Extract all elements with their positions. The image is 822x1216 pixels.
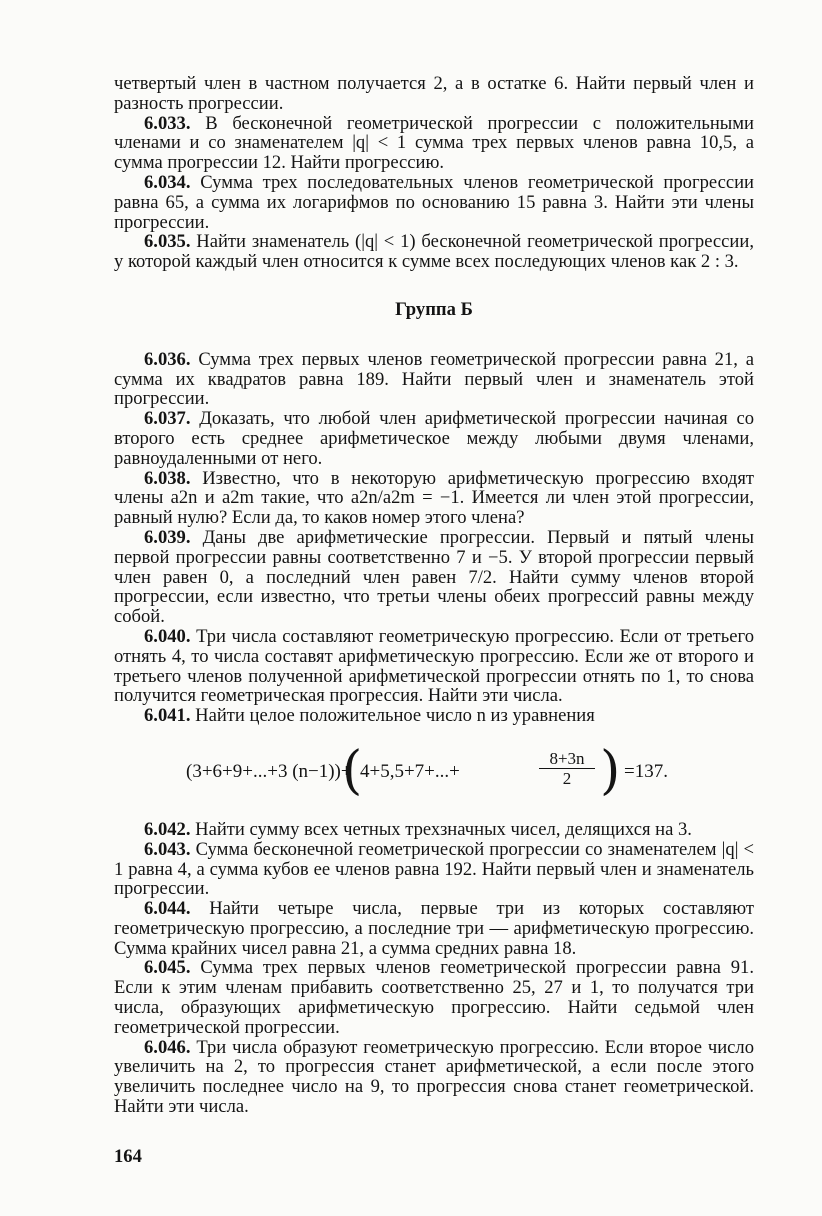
problem-number: 6.038.: [144, 467, 191, 489]
problem-number: 6.034.: [144, 171, 191, 193]
page-text: [114, 74, 754, 1117]
problem-6-042: [114, 820, 754, 840]
problem-text: Найти сумму всех четных трехзначных чисел, делящихся на 3.: [195, 818, 692, 840]
problem-number: 6.035.: [144, 231, 191, 253]
paragraph-continuation: [114, 74, 754, 114]
problem-text: Сумма бесконечной геометрической прогрессии со знаменателем |q| < 1 равна 4, а сумма кубов ее членов равна 192. Найти первый член и знаменатель прогрессии.: [114, 838, 754, 900]
left-paren-glyph: (: [342, 740, 363, 801]
problem-6-041: [114, 706, 754, 726]
problem-number: 6.046.: [144, 1036, 191, 1058]
problem-text: Найти четыре числа, первые три из которых составляют геометрическую прогрессию, а последние три — арифметическую прогрессию. Сумма крайних чисел равна 21, а сумма средних равна 18.: [114, 898, 754, 959]
problem-number: 6.036.: [144, 348, 191, 370]
problem-text: Сумма трех первых членов геометрической прогрессии равна 91. Если к этим членам прибавить соответственно 25, 27 и 1, то получатся три числа, образующих арифметическую прогрессию. Найти седьмой член геометрической прогрессии.: [114, 957, 754, 1038]
problem-6-034: [114, 173, 754, 232]
problem-text: Три числа составляют геометрическую прогрессию. Если от третьего отнять 4, то числа составят арифметическую прогрессию. Если же от второго и третьего членов полученной арифметической прогрессии отнять по 1, то снова получится геометрическая прогрессия. Найти эти числа.: [114, 625, 754, 707]
text-line: четвертый член в частном получается 2, а в остатке 6. Найти первый член и разность прогрессии.: [114, 73, 754, 114]
problem-6-044: [114, 899, 754, 958]
problem-6-046: [114, 1038, 754, 1117]
section-heading: Группа Б: [395, 298, 473, 320]
problem-text: Известно, что в некоторую арифметическую прогрессию входят члены a2n и a2m такие, что a2n/a2m = −1. Имеется ли член этой прогрессии, равный нулю? Если да, то каков номер этого члена?: [114, 467, 754, 529]
problem-text: Найти целое положительное число n из уравнения: [195, 705, 595, 727]
problem-6-036: [114, 350, 754, 409]
problem-number: 6.044.: [144, 898, 191, 920]
equation-fraction: [539, 749, 595, 789]
page-number: 164: [114, 1146, 142, 1167]
problem-number: 6.042.: [144, 818, 191, 840]
problem-text: Сумма трех первых членов геометрической прогрессии равна 21, а сумма их квадратов равна 189. Найти первый член и знаменатель этой прогрессии.: [114, 348, 754, 410]
problem-number: 6.033.: [144, 112, 191, 134]
problem-6-038: [114, 469, 754, 528]
problem-number: 6.043.: [144, 838, 191, 860]
problem-number: 6.040.: [144, 625, 191, 647]
equation-left: (3+6+9+...+3 (n−1))+: [186, 760, 352, 782]
problem-6-039: [114, 528, 754, 627]
problem-text: Сумма трех последовательных членов геометрической прогрессии равна 65, а сумма их логарифмов по основанию 15 равна 3. Найти эти члены прогрессии.: [114, 171, 754, 233]
right-paren-glyph: ): [600, 740, 621, 801]
problem-6-035: [114, 232, 754, 272]
problem-6-033: [114, 114, 754, 173]
equation-result: =137.: [624, 760, 668, 782]
problem-number: 6.045.: [144, 957, 191, 979]
problem-6-043: [114, 840, 754, 899]
problem-number: 6.039.: [144, 526, 191, 548]
problem-6-037: [114, 409, 754, 468]
equation-middle: 4+5,5+7+...+: [360, 760, 460, 782]
equation: [114, 740, 754, 801]
fraction-numerator: 8+3n: [539, 749, 595, 769]
problem-number: 6.041.: [144, 705, 191, 727]
fraction-denominator: 2: [562, 768, 572, 788]
problem-text: Найти знаменатель (|q| < 1) бесконечной геометрической прогрессии, у которой каждый член относится к сумме всех последующих членов как 2 : 3.: [114, 231, 754, 273]
problem-text: Доказать, что любой член арифметической прогрессии начиная со второго есть среднее арифметическое между любыми двумя членами, равноудаленными от него.: [114, 408, 754, 469]
problem-text: Даны две арифметические прогрессии. Первый и пятый члены первой прогрессии равны соответственно 7 и −5. У второй прогрессии первый член равен 0, а последний член равен 7/2. Найти сумму членов второй прогрессии, если известно, что третьи члены обеих прогрессий равны между собой.: [114, 526, 754, 628]
problem-text: В бесконечной геометрической прогрессии с положительными членами и со знаменателем |q| < 1 сумма трех первых членов равна 10,5, а сумма прогрессии 12. Найти прогрессию.: [114, 112, 754, 174]
problem-text: Три числа образуют геометрическую прогрессию. Если второе число увеличить на 2, то прогрессия станет арифметической, а если после этого увеличить последнее число на 9, то прогрессия снова станет геометрической. Найти эти числа.: [114, 1036, 754, 1118]
problem-6-045: [114, 958, 754, 1037]
problem-number: 6.037.: [144, 408, 191, 430]
problem-6-040: [114, 627, 754, 706]
